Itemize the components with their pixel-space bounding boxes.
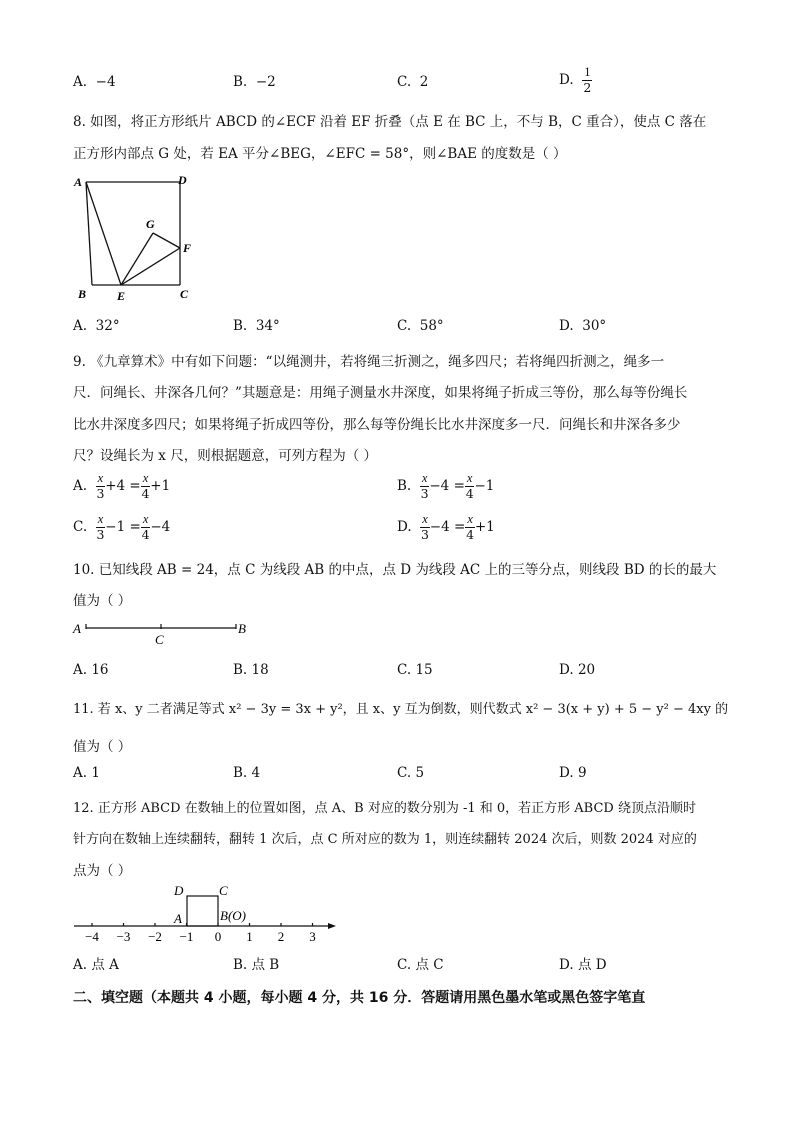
q8-stem-line2: 正方形内部点 G 处，若 EA 平分∠BEG，∠EFC = 58°，则∠BAE 的度数是（ ） [73,146,567,162]
axis-arrow [328,923,336,929]
fraction: $\frac{x}{3}$ [96,512,105,542]
q8-option-b[interactable]: B. 34° [233,318,280,334]
fig-label-f: F [183,241,192,255]
fraction: $\frac{1}{2}$ [583,65,592,95]
fig-label-e: E [117,289,126,303]
axis-tick-label: −3 [116,929,131,944]
q12-option-b[interactable]: B. 点 B [233,957,280,973]
q12-option-a[interactable]: A. 点 A [73,957,119,973]
q11-stem-line2: 值为（ ） [73,739,132,755]
q9-option-b[interactable]: B. $\frac{x}{3}$ −4 = $\frac{x}{4}$ −1 [397,471,495,501]
q10-option-b[interactable]: B. 18 [233,662,269,678]
seg-label-c: C [155,632,164,647]
q7-option-d[interactable]: D. $\frac{1}{2}$ [559,65,592,95]
q11-option-a[interactable]: A. 1 [73,765,100,781]
q12-option-c[interactable]: C. 点 C [397,957,444,973]
fig-line [153,233,180,248]
fraction: $\frac{x}{4}$ [141,512,150,542]
q8-option-d[interactable]: D. 30° [559,318,607,334]
q11-option-c[interactable]: C. 5 [397,765,425,781]
q9-option-d[interactable]: D. $\frac{x}{3}$ −4 = $\frac{x}{4}$ +1 [397,512,495,542]
q9-option-c[interactable]: C. $\frac{x}{3}$ −1 = $\frac{x}{4}$ −4 [73,512,171,542]
fraction: $\frac{x}{3}$ [421,512,429,542]
axis-tick-label: 1 [246,929,253,944]
fig-label-b: B [78,287,87,301]
section-2-heading: 二、填空题（本题共 4 小题，每小题 4 分，共 16 分．答题请用黑色墨水笔或黑色签字笔直 [73,990,646,1006]
q11-option-d[interactable]: D. 9 [559,765,587,781]
q12-stem-line3: 点为（ ） [73,863,132,879]
q8-option-c[interactable]: C. 58° [397,318,444,334]
fig-label-c: C [180,287,189,301]
fraction: $\frac{x}{4}$ [465,471,474,501]
q12-stem-line1: 12. 正方形 ABCD 在数轴上的位置如图，点 A、B 对应的数分别为 -1 和 0，若正方形 ABCD 绕顶点沿顺时 [73,801,696,816]
sq-label-a: A [174,911,182,926]
q8-stem-line1: 8. 如图，将正方形纸片 ABCD 的∠ECF 沿着 EF 折叠（点 E 在 BC 上，不与 B，C 重合），使点 C 落在 [73,114,707,130]
q10-option-d[interactable]: D. 20 [559,662,596,678]
fraction: $\frac{x}{4}$ [141,471,150,501]
axis-tick-label: 3 [309,929,316,944]
q11-option-b[interactable]: B. 4 [233,765,261,781]
sq-label-bo: B(O) [220,908,246,923]
q10-segment-figure [70,615,260,649]
q10-stem-line2: 值为（ ） [73,593,132,609]
q11-stem-line1: 11. 若 x、y 二者满足等式 x² − 3y = 3x + y²，且 x、y 互为倒数，则代数式 x² − 3(x + y) + 5 − y² − 4xy 的 [73,702,729,717]
axis-tick-label: −4 [85,929,99,944]
q9-stem-line2: 尺．问绳长、井深各几何？”其题意是：用绳子测量水井深度，如果将绳子折成三等份，那么每等份绳长 [73,385,688,401]
q9-stem-line3: 比水井深度多四尺；如果将绳子折成四等份，那么每等份绳长比水井深度多一尺．问绳长和井深各多少 [73,417,681,433]
q8-option-a[interactable]: A. 32° [73,318,120,334]
seg-label-b: B [238,621,246,636]
q10-option-a[interactable]: A. 16 [73,662,109,678]
q8-square-figure [70,170,200,305]
sq-label-c: C [219,883,228,898]
q12-option-d[interactable]: D. 点 D [559,957,607,973]
q7-option-a[interactable]: A. −4 [73,74,116,90]
axis-tick-label: 2 [277,929,285,944]
axis-tick-label: −1 [179,929,194,944]
fraction: $\frac{x}{3}$ [420,471,429,501]
q7-option-b[interactable]: B. −2 [233,74,276,90]
q9-stem-line4: 尺？设绳长为 x 尺，则根据题意，可列方程为（ ） [73,448,377,464]
fraction: $\frac{x}{3}$ [96,471,105,501]
seg-label-a: A [73,621,81,636]
fig-label-g: G [146,217,155,231]
q9-stem-line1: 9. 《九章算术》中有如下问题：“以绳测井，若将绳三折测之，绳多四尺；若将绳四折测之，绳多一 [73,354,665,370]
axis-tick-label: 0 [214,929,222,944]
fig-line [121,233,153,285]
axis-tick-label: −2 [148,929,162,944]
q12-number-line-figure [70,878,345,946]
sq-label-d: D [174,883,184,898]
q12-stem-line2: 针方向在数轴上连续翻转，翻转 1 次后，点 C 所对应的数为 1，则连续翻转 2024 次后，则数 2024 对应的 [73,832,697,847]
q9-option-a[interactable]: A. $\frac{x}{3}$ +4 = $\frac{x}{4}$ +1 [73,471,171,501]
fig-label-a: A [74,175,83,189]
fraction: $\frac{x}{4}$ [466,512,475,542]
q10-stem-line1: 10. 已知线段 AB = 24，点 C 为线段 AB 的中点，点 D 为线段 AC 上的三等分点，则线段 BD 的长的最大 [73,562,717,578]
square-abcd [187,896,218,926]
fig-label-d: D [178,173,187,187]
fig-line [121,248,180,285]
q10-option-c[interactable]: C. 15 [397,662,433,678]
q7-option-c[interactable]: C. 2 [397,74,429,90]
